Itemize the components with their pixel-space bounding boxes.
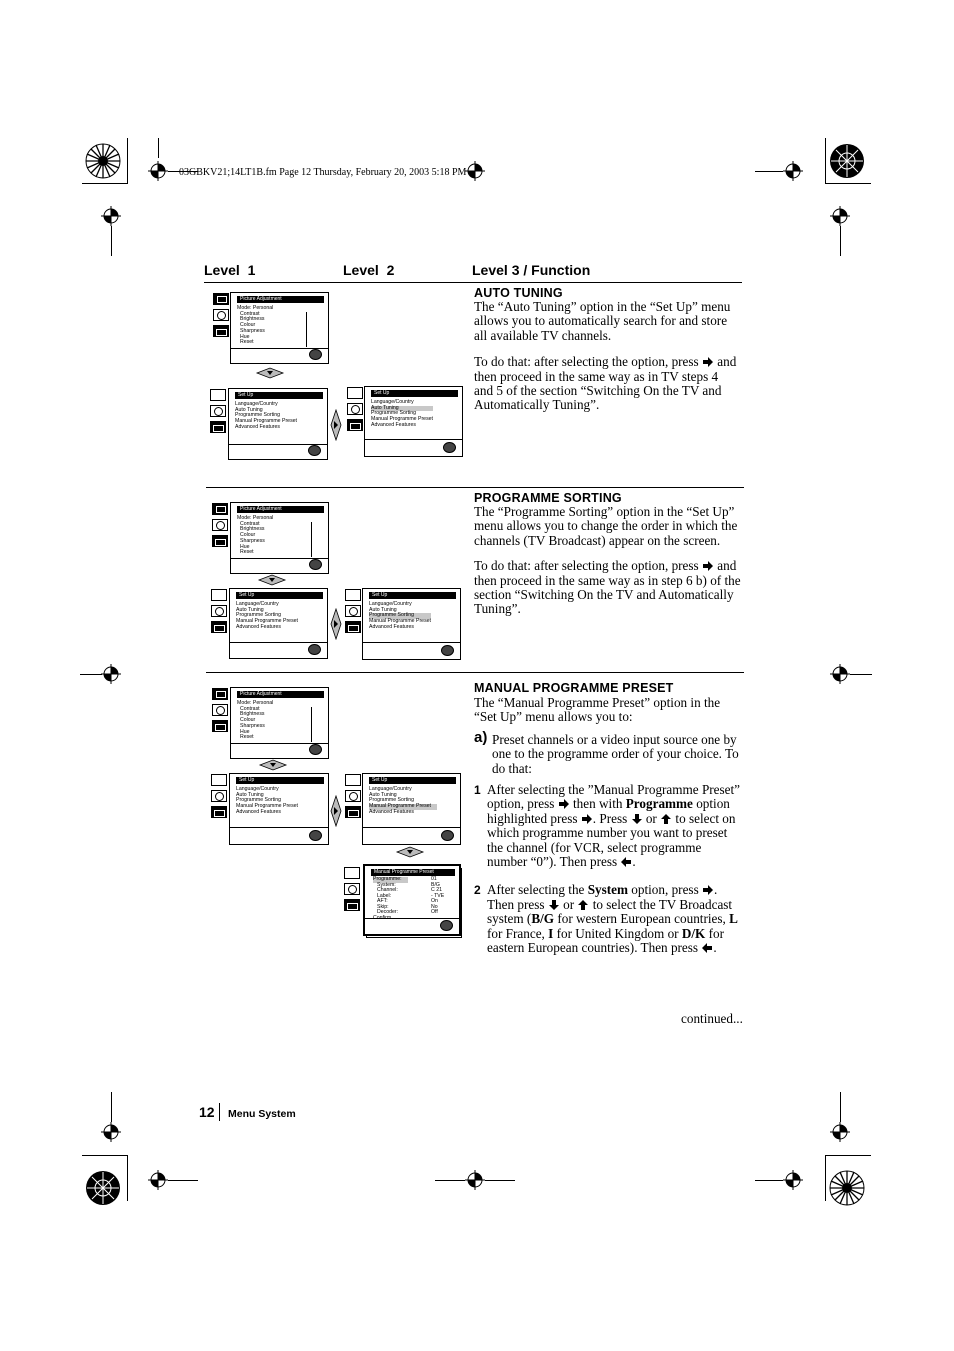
section-body-programme-sorting [474, 505, 742, 617]
menu-tab-column [211, 589, 228, 637]
continued-label: continued... [681, 1011, 743, 1026]
tv-icon [345, 589, 361, 601]
crop-line [840, 226, 841, 256]
menu-item: Brightness [240, 316, 265, 323]
crop-line [127, 1155, 128, 1201]
menu-item: Sharpness [240, 327, 265, 334]
screen-title: Set Up [371, 390, 458, 397]
menu-item: Language/Country [236, 601, 279, 607]
slider-ticks [306, 312, 307, 347]
right-arrow-icon [702, 560, 714, 572]
crop-line [825, 183, 871, 184]
menu-tab-column [210, 389, 227, 437]
menu-tab-column [344, 867, 361, 915]
menu-item: Advanced Features [371, 421, 416, 428]
menu-tab-column [345, 589, 362, 637]
clock-icon [212, 704, 228, 716]
section-body-auto-tuning [474, 300, 740, 413]
screen-title: Set Up [369, 592, 456, 599]
menu-tab-column [212, 688, 229, 736]
menu-item: Colour [240, 532, 256, 539]
menu-item: Language/Country [371, 399, 414, 405]
tv-icon [212, 688, 228, 700]
screen-title: Picture Adjustment [237, 296, 324, 303]
menu-item: Programme Sorting [236, 612, 281, 619]
slider-ticks [311, 522, 312, 557]
crop-line [825, 138, 826, 184]
setup-screen-manual-preset [362, 773, 461, 845]
right-arrow-icon [330, 795, 342, 827]
menu-tab-column [211, 774, 228, 822]
down-arrow-icon [548, 899, 560, 911]
column-heading-level3: Level 3 / Function [472, 262, 591, 278]
menu-item: Manual Programme Preset [371, 416, 433, 423]
slider-ticks [311, 707, 312, 742]
menu-item: Mode: Personal [237, 515, 274, 521]
menu-item: Contrast [240, 705, 260, 712]
menu-value: Off [431, 909, 438, 915]
paragraph: The “Auto Tuning” option in the “Set Up” menu allows you to automatically search for and store all available TV channels. [474, 299, 731, 343]
menu-value: C 21 [431, 887, 442, 893]
registration-mark-top-left [85, 143, 121, 179]
crop-line [158, 138, 159, 158]
menu-item-highlighted: Programme: [373, 877, 408, 883]
item-a [474, 728, 744, 776]
setup-icon [212, 535, 228, 547]
ok-button-icon [308, 445, 321, 456]
crosshair-mark [465, 1170, 485, 1190]
crop-line [82, 183, 128, 184]
section-title-programme-sorting: PROGRAMME SORTING [474, 491, 622, 505]
item-text: Preset channels or a video input source one by one to the programme order of your choice. To do that: [492, 731, 739, 776]
crop-line [168, 1180, 198, 1181]
ok-button-icon [309, 349, 322, 360]
right-arrow-icon [558, 798, 570, 810]
crop-line [850, 674, 872, 675]
menu-tab-column [213, 293, 230, 341]
menu-item: Programme Sorting [235, 412, 280, 419]
item-label: a) [474, 728, 488, 746]
clock-icon [211, 605, 227, 617]
menu-item: Sharpness [240, 722, 265, 729]
picture-adjustment-screen [230, 292, 329, 364]
setup-screen [229, 773, 329, 845]
setup-icon [345, 806, 361, 818]
crop-line [755, 171, 783, 172]
menu-item: Brightness [240, 526, 265, 533]
menu-item: Contrast [240, 520, 260, 527]
menu-item: Auto Tuning [369, 606, 397, 613]
setup-screen [228, 388, 328, 460]
setup-icon [344, 899, 360, 911]
screen-title: Set Up [235, 392, 323, 399]
menu-item: Contrast [240, 310, 260, 317]
menu-item: Reset [240, 339, 254, 346]
menu-item: Programme Sorting [371, 410, 416, 417]
menu-item: Channel: [377, 887, 398, 893]
crop-line [840, 1092, 841, 1122]
tv-icon [212, 503, 228, 515]
tv-icon [345, 774, 361, 786]
menu-item: Advanced Features [235, 423, 280, 430]
menu-item: Programme Sorting [369, 797, 414, 804]
crop-line [485, 1180, 515, 1181]
crosshair-mark [783, 161, 803, 181]
menu-item: Colour [240, 322, 256, 329]
screen-title: Set Up [236, 777, 324, 784]
column-heading-level2: Level 2 [343, 262, 395, 278]
menu-item: Mode: Personal [237, 700, 274, 706]
menu-tab-column [212, 503, 229, 551]
footer-divider [219, 1103, 220, 1121]
menu-item: Decoder: [377, 909, 399, 915]
menu-item: Mode: Personal [237, 305, 274, 311]
down-arrow-icon [631, 813, 643, 825]
setup-icon [211, 621, 227, 633]
registration-mark-top-right [829, 143, 865, 179]
menu-tab-column [347, 387, 364, 435]
menu-item: Programme Sorting [236, 797, 281, 804]
menu-item: Skip: [377, 903, 389, 910]
section-name: Menu System [228, 1108, 296, 1120]
crosshair-mark [101, 206, 121, 226]
menu-item: Auto Tuning [236, 791, 264, 798]
up-arrow-icon [577, 899, 589, 911]
clock-icon [211, 790, 227, 802]
screen-title: Manual Programme Preset [371, 869, 455, 876]
tv-icon [347, 387, 363, 399]
setup-screen-auto-tuning [364, 386, 463, 457]
ok-button-icon [440, 920, 453, 931]
menu-item: Reset [240, 549, 254, 556]
crop-line [111, 1092, 112, 1122]
menu-tab-column [345, 774, 362, 822]
menu-item: Reset [240, 734, 254, 741]
left-arrow-icon [620, 856, 632, 868]
right-arrow-icon [702, 356, 714, 368]
crosshair-mark [830, 664, 850, 684]
column-heading-level1: Level 1 [204, 262, 256, 278]
menu-item: Manual Programme Preset [236, 803, 298, 810]
menu-item: Manual Programme Preset [235, 418, 297, 425]
setup-icon [212, 720, 228, 732]
page-number: 12 [199, 1104, 215, 1120]
setup-icon [211, 806, 227, 818]
setup-icon [345, 621, 361, 633]
crop-line [111, 226, 112, 256]
menu-item: Brightness [240, 711, 265, 718]
crosshair-mark [148, 161, 168, 181]
crop-line [825, 1155, 826, 1201]
up-arrow-icon [660, 813, 672, 825]
menu-item: Sharpness [240, 537, 265, 544]
menu-item-highlighted: Auto Tuning [371, 406, 433, 412]
section-rule [206, 672, 744, 673]
screen-title: Set Up [236, 592, 323, 599]
crop-line [80, 674, 102, 675]
tv-icon [211, 589, 227, 601]
step-number: 1 [474, 783, 481, 798]
menu-item: Hue [240, 543, 250, 550]
menu-item-highlighted: Manual Programme Preset [369, 804, 437, 810]
setup-screen [229, 588, 328, 659]
setup-icon [213, 325, 229, 337]
ok-button-icon [443, 442, 456, 453]
section-body-manual-preset [474, 696, 744, 956]
section-title-manual-preset: MANUAL PROGRAMME PRESET [474, 681, 674, 695]
right-arrow-icon [330, 409, 342, 441]
menu-value: 01 [431, 876, 437, 882]
crop-line [127, 138, 128, 184]
menu-value: - TVE [431, 892, 445, 899]
menu-value: On [431, 898, 438, 904]
clock-icon [345, 790, 361, 802]
clock-icon [347, 403, 363, 415]
right-arrow-icon [702, 884, 714, 896]
menu-item: Label: [377, 892, 392, 899]
menu-item: Manual Programme Preset [369, 618, 431, 625]
crosshair-mark [830, 206, 850, 226]
picture-adjustment-screen [230, 687, 329, 759]
section-title-auto-tuning: AUTO TUNING [474, 286, 563, 300]
down-arrow-icon [255, 367, 285, 379]
screen-title: Picture Adjustment [237, 691, 324, 698]
setup-screen-programme-sorting [362, 588, 461, 660]
manual-programme-preset-screen [363, 864, 461, 936]
right-arrow-icon [581, 813, 593, 825]
screen-title: Set Up [369, 777, 456, 784]
heading-rule [204, 282, 742, 283]
menu-item: Language/Country [369, 786, 412, 792]
crosshair-mark [783, 1170, 803, 1190]
section-rule [206, 487, 744, 488]
file-header: 03GBKV21;14LT1B.fm Page 12 Thursday, February 20, 2003 5:18 PM [179, 167, 467, 178]
menu-item: Hue [240, 333, 250, 340]
paragraph: To do that: after selecting the option, press and then proceed in the same way as in TV steps 4 and 5 of the section “Switching On the TV and Automatically Tuning”. [474, 354, 737, 413]
crosshair-mark [148, 1170, 168, 1190]
right-arrow-icon [330, 608, 342, 640]
menu-item-highlighted: Programme Sorting [369, 613, 431, 619]
tv-icon [344, 867, 360, 879]
clock-icon [212, 519, 228, 531]
step-2: 2 After selecting the System option, press . Then press or to select the TV Broadcast system (B/G for western European countries, L for France, I for United Kingdom or D/K for eastern European countries). Then press . [474, 882, 738, 956]
setup-icon [210, 421, 226, 433]
crosshair-mark [830, 1122, 850, 1142]
clock-icon [213, 309, 229, 321]
paragraph: The “Manual Programme Preset” option in the “Set Up” menu allows you to: [474, 695, 721, 725]
ok-button-icon [309, 744, 322, 755]
tv-icon [211, 774, 227, 786]
menu-item: Hue [240, 728, 250, 735]
registration-mark-bottom-left [85, 1170, 121, 1206]
down-arrow-icon [257, 574, 287, 586]
menu-item: Colour [240, 717, 256, 724]
menu-value: No [431, 903, 438, 910]
step-1: 1 After selecting the ”Manual Programme Preset” option, press then with Programme option highlighted press . Press or to select on which programme number you want to preset the channel (for VCR, select programme number “0”). Then press . [474, 782, 741, 870]
ok-button-icon [309, 559, 322, 570]
down-arrow-icon [395, 846, 425, 858]
crosshair-mark [465, 161, 485, 181]
menu-item: Advanced Features [236, 808, 281, 815]
menu-item: System: [377, 881, 396, 888]
menu-item: Language/Country [369, 601, 412, 607]
menu-item: AFT: [377, 898, 388, 904]
ok-button-icon [309, 830, 322, 841]
menu-value: B/G [431, 881, 440, 888]
clock-icon [210, 405, 226, 417]
setup-icon [347, 419, 363, 431]
menu-item: Auto Tuning [235, 406, 263, 413]
ok-button-icon [308, 644, 321, 655]
menu-item: Advanced Features [236, 623, 281, 630]
clock-icon [344, 883, 360, 895]
left-arrow-icon [701, 942, 713, 954]
paragraph: To do that: after selecting the option, press and then proceed in the same way as in step 6 b) of the section “Switching On the TV and Automatically Tuning”. [474, 558, 741, 617]
registration-mark-bottom-right [829, 1170, 865, 1206]
menu-item: Auto Tuning [369, 791, 397, 798]
down-arrow-icon [258, 759, 288, 771]
paragraph: The “Programme Sorting” option in the “Set Up” menu allows you to change the order in which the channels (TV Broadcast) appear on the screen. [474, 504, 738, 548]
crop-line [82, 1155, 128, 1156]
crosshair-mark [101, 1122, 121, 1142]
crosshair-mark [101, 664, 121, 684]
picture-adjustment-screen [230, 502, 329, 574]
crop-line [825, 1155, 871, 1156]
menu-item: Language/Country [236, 786, 279, 792]
tv-icon [210, 389, 226, 401]
crop-line [435, 1180, 465, 1181]
menu-item: Manual Programme Preset [236, 618, 298, 625]
ok-button-icon [441, 830, 454, 841]
clock-icon [345, 605, 361, 617]
menu-item: Language/Country [235, 401, 278, 407]
menu-item: Advanced Features [369, 623, 414, 630]
menu-item: Auto Tuning [236, 606, 264, 613]
step-number: 2 [474, 883, 481, 898]
crop-line [755, 1180, 783, 1181]
ok-button-icon [441, 645, 454, 656]
menu-item: Advanced Features [369, 808, 414, 815]
tv-icon [213, 293, 229, 305]
screen-title: Picture Adjustment [237, 506, 324, 513]
